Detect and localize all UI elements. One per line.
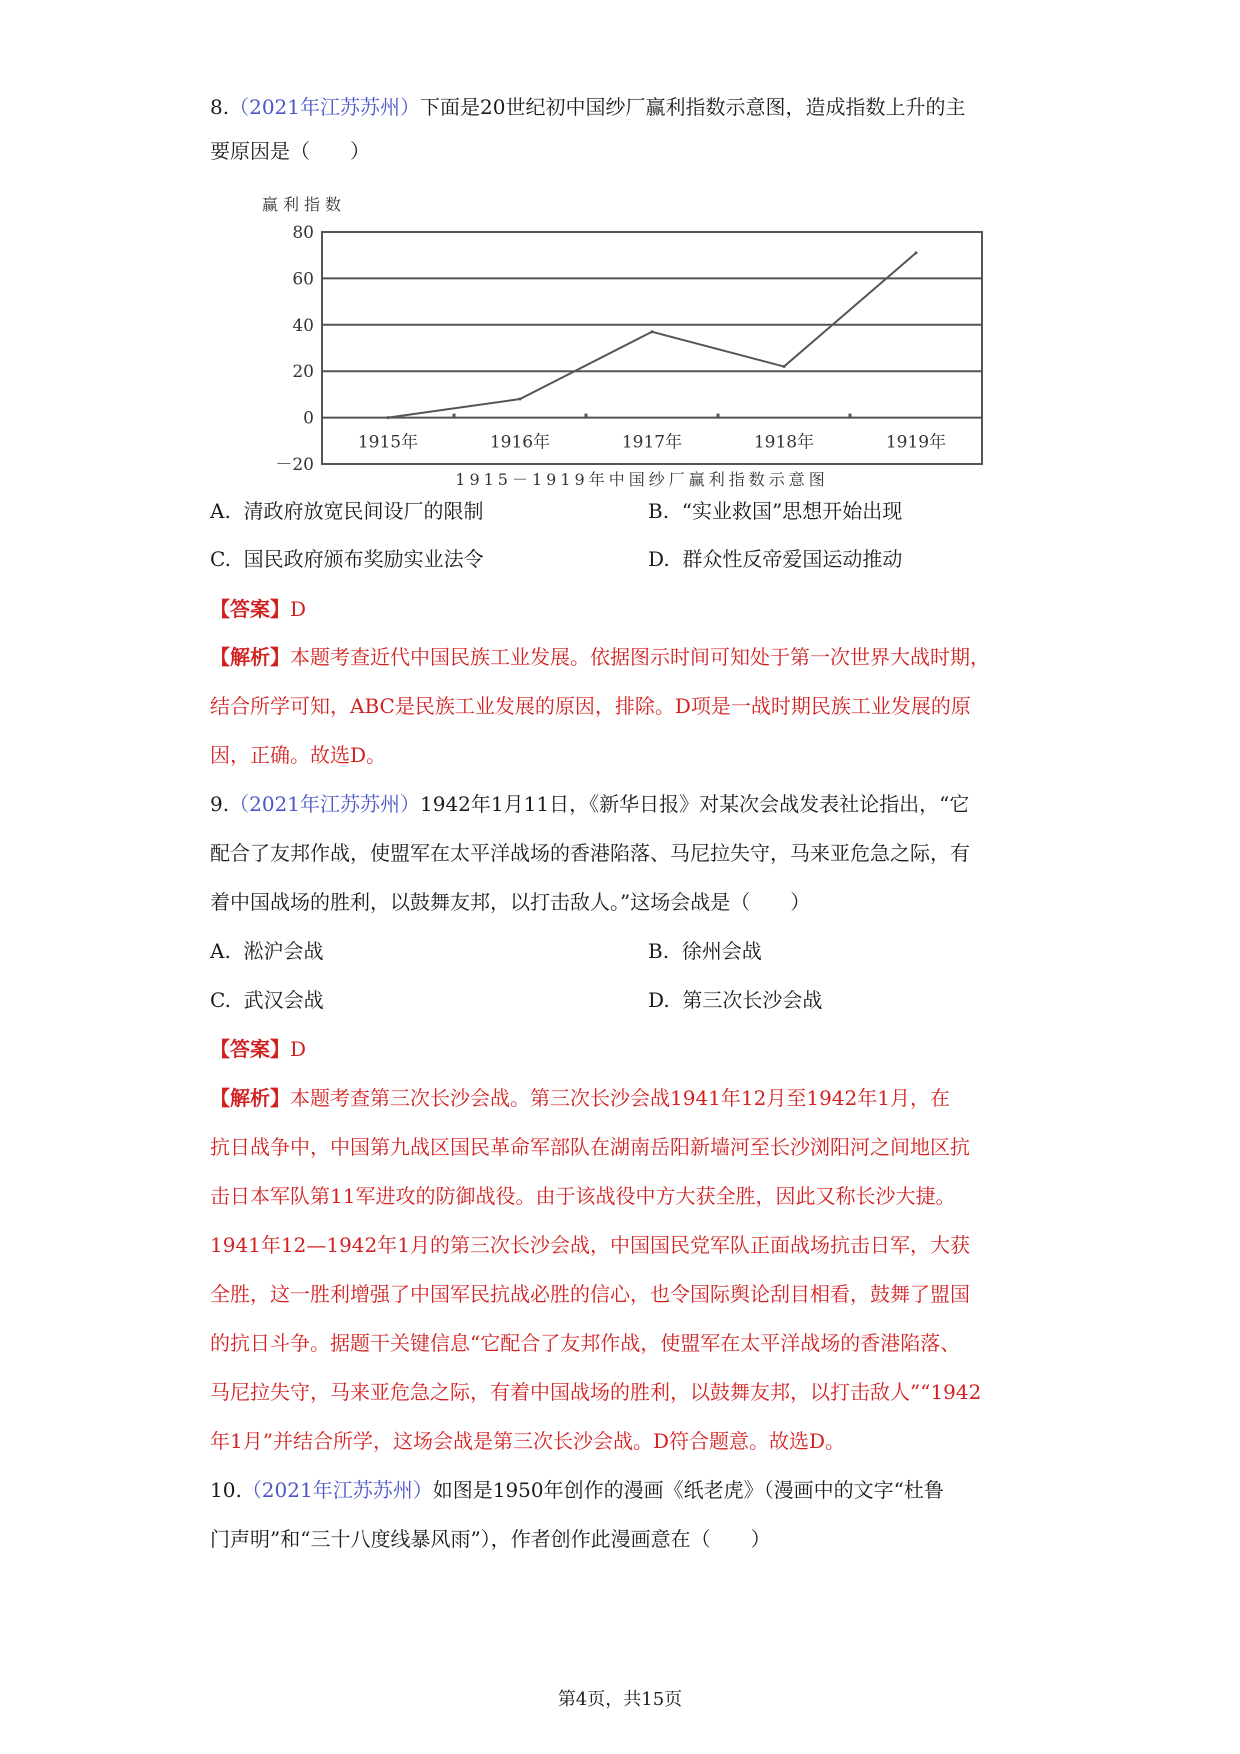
q8-analysis-line2: 结合所学可知，ABC是民族工业发展的原因，排除。D项是一战时期民族工业发展的原: [210, 694, 971, 718]
q8-option-c-label: C.: [210, 547, 231, 571]
q9-analysis-line1: [210, 1084, 950, 1112]
q9-answer-value: D: [290, 1037, 307, 1061]
chart-y-tick-label: 80: [292, 223, 314, 243]
chart-data-point: [519, 398, 522, 401]
chart-x-tick-label: 1919年: [885, 432, 947, 453]
chart-x-tick-label: 1915年: [357, 432, 419, 453]
chart-data-point: [651, 330, 654, 333]
chart-x-tick-label: 1917年: [621, 432, 683, 453]
chart-frame: [322, 232, 982, 464]
chart-x-tick-label: 1918年: [753, 432, 815, 453]
q9-answer: [210, 1035, 306, 1063]
q10-stem-line2: 门声明”和“三十八度线暴风雨”），作者创作此漫画意在（ ）: [210, 1527, 771, 1551]
q8-analysis-line1: [210, 643, 990, 671]
chart-data-point: [915, 251, 918, 254]
q8-option-d: [648, 545, 902, 573]
q8-option-c: [210, 545, 484, 573]
q9-analysis-line5: 全胜，这一胜利增强了中国军民抗战必胜的信心，也令国际舆论刮目相看，鼓舞了盟国: [210, 1282, 970, 1306]
chart-data-point: [387, 416, 390, 419]
q9-answer-tag: 【答案】: [210, 1037, 290, 1061]
q8-option-b: [648, 497, 902, 525]
q9-analysis-line3: 击日本军队第11军进攻的防御战役。由于该战役中方大获全胜，因此又称长沙大捷。: [210, 1184, 956, 1208]
q8-stem-line1: [210, 93, 965, 121]
q9-stem-line1: [210, 790, 969, 818]
q9-analysis-tag: 【解析】: [210, 1086, 290, 1110]
q8-option-d-label: D.: [648, 547, 670, 571]
q8-stem-line2: 要原因是（ ）: [210, 139, 370, 163]
chart-x-ticks: [358, 414, 946, 453]
chart-ylabel: 赢利指数: [262, 195, 347, 214]
chart-points: [387, 251, 918, 419]
q10-stem-line1: [210, 1476, 944, 1504]
page-footer: 第4页，共15页: [557, 1689, 683, 1710]
chart-x-tick-label: 1916年: [489, 432, 551, 453]
q9-analysis-line2: 抗日战争中，中国第九战区国民革命军部队在湖南岳阳新墙河至长沙浏阳河之间地区抗: [210, 1135, 970, 1159]
q8-option-d-text: 群众性反帝爱国运动推动: [682, 547, 903, 571]
q9-option-b: [648, 937, 762, 965]
q9-option-c-text: 武汉会战: [243, 988, 324, 1012]
q9-option-a-label: A.: [210, 939, 231, 963]
q8-analysis-line3: 因，正确。故选D。: [210, 743, 387, 767]
chart-y-tick-label: 20: [292, 362, 314, 383]
q9-option-c-label: C.: [210, 988, 231, 1012]
q9-option-c: [210, 986, 324, 1014]
q9-option-d: [648, 986, 822, 1014]
q9-stem-line2: 配合了友邦作战，使盟军在太平洋战场的香港陷落、马尼拉失守，马来亚危急之际，有: [210, 841, 970, 865]
q8-option-b-label: B.: [648, 499, 670, 523]
q8-stem-text: 下面是20世纪初中国纱厂赢利指数示意图，造成指数上升的主: [420, 95, 966, 119]
chart-title: 1915－1919年中国纱厂赢利指数示意图: [455, 470, 829, 489]
q8-option-a-text: 清政府放宽民间设厂的限制: [243, 499, 484, 523]
chart-y-tick-label: 0: [303, 408, 314, 429]
q9-stem-text1: 1942年1月11日，《新华日报》对某次会战发表社论指出，“它: [420, 792, 970, 816]
q9-option-b-text: 徐州会战: [681, 939, 762, 963]
q10-source: （2021年江苏苏州）: [241, 1478, 433, 1502]
q9-option-d-text: 第三次长沙会战: [682, 988, 823, 1012]
q8-analysis-tag: 【解析】: [210, 645, 290, 669]
q8-source: （2021年江苏苏州）: [229, 95, 420, 119]
q9-analysis-line8: 年1月”并结合所学，这场会战是第三次长沙会战。D符合题意。故选D。: [210, 1429, 846, 1453]
q9-analysis-line7: 马尼拉失守，马来亚危急之际，有着中国战场的胜利，以鼓舞友邦，以打击敌人”“1942: [210, 1380, 982, 1404]
q8-number: 8.: [210, 95, 230, 119]
chart-y-tick-label: 60: [292, 269, 314, 290]
q8-option-a: [210, 497, 484, 525]
q8-option-b-text: “实业救国”思想开始出现: [681, 499, 903, 523]
q10-stem-text1: 如图是1950年创作的漫画《纸老虎》（漫画中的文字“杜鲁: [432, 1478, 944, 1502]
q9-source: （2021年江苏苏州）: [229, 792, 420, 816]
q9-number: 9.: [210, 792, 230, 816]
q9-option-a: [210, 937, 324, 965]
q9-option-a-text: 淞沪会战: [243, 939, 324, 963]
q9-stem-line3: 着中国战场的胜利，以鼓舞友邦，以打击敌人。”这场会战是（ ）: [210, 890, 811, 914]
q10-number: 10.: [210, 1478, 242, 1502]
q9-analysis-line6: 的抗日斗争。据题干关键信息“它配合了友邦作战，使盟军在太平洋战场的香港陷落、: [210, 1331, 961, 1355]
chart-y-tick-label: －20: [275, 455, 314, 475]
q8-option-a-label: A.: [210, 499, 231, 523]
q8-answer-value: D: [290, 597, 307, 621]
q8-analysis-text1: 本题考查近代中国民族工业发展。依据图示时间可知处于第一次世界大战时期，: [290, 645, 990, 669]
chart-y-ticks: [275, 223, 314, 475]
chart-gridlines: [322, 278, 982, 417]
q9-option-d-label: D.: [648, 988, 670, 1012]
chart-y-tick-label: 40: [292, 315, 314, 336]
q8-option-c-text: 国民政府颁布奖励实业法令: [243, 547, 484, 571]
q9-analysis-line4: 1941年12—1942年1月的第三次长沙会战，中国国民党军队正面战场抗击日军，大获: [210, 1233, 970, 1257]
q8-answer-tag: 【答案】: [210, 597, 290, 621]
q8-answer: [210, 595, 306, 623]
chart-data-point: [783, 365, 786, 368]
profit-index-chart: [250, 192, 1000, 492]
q9-analysis-text1: 本题考查第三次长沙会战。第三次长沙会战1941年12月至1942年1月，在: [290, 1086, 950, 1110]
q9-option-b-label: B.: [648, 939, 670, 963]
